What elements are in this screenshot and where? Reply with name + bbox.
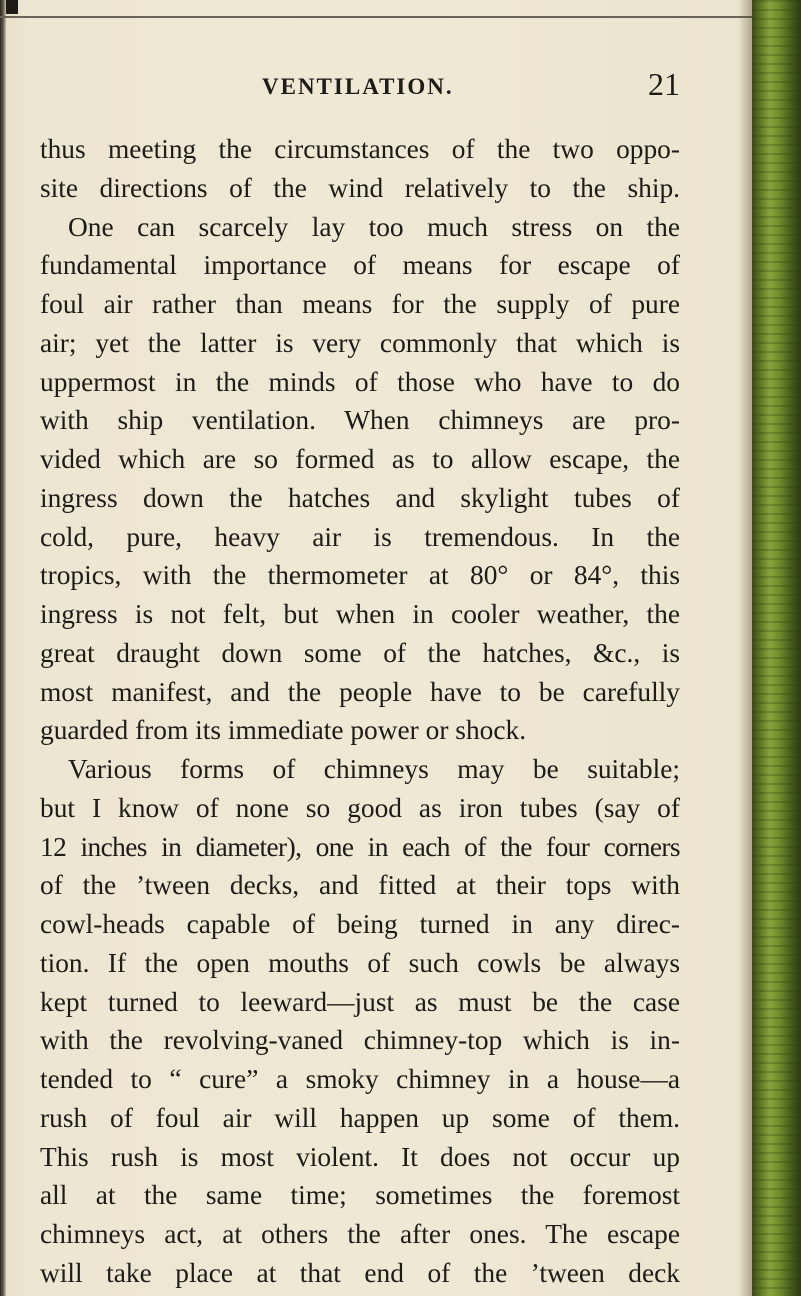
- running-head: VENTILATION.: [262, 74, 454, 99]
- text-line: kept turned to leeward—just as must be the case: [40, 986, 680, 1017]
- text-line: chimneys act, at others the after ones. The escape: [40, 1219, 680, 1249]
- text-line: with the revolving-vaned chimney-top which is in-: [40, 1025, 680, 1056]
- text-line: with ship ventilation. When chimneys are pro-: [40, 405, 680, 436]
- text-line: This rush is most violent. It does not occur up: [40, 1141, 680, 1172]
- text-line: One can scarcely lay too much stress on the: [68, 211, 680, 242]
- text-line: most manifest, and the people have to be carefully: [40, 676, 680, 707]
- body-text: [40, 130, 680, 1293]
- text-line: 12 inches in diameter), one in each of the four corners: [40, 831, 680, 862]
- text-line: tion. If the open mouths of such cowls be always: [40, 947, 680, 978]
- book-spine-binding: [752, 0, 801, 1296]
- text-line: air; yet the latter is very commonly that which is: [40, 327, 680, 358]
- text-line: thus meeting the circumstances of the two oppo-: [40, 134, 680, 164]
- text-line: tropics, with the thermometer at 80° or 84°, this: [40, 560, 680, 591]
- text-line: foul air rather than means for the supply of pure: [40, 289, 680, 319]
- text-line: of the ’tween decks, and fitted at their tops with: [40, 870, 680, 901]
- text-line: guarded from its immediate power or shock.: [40, 715, 527, 746]
- text-line: all at the same time; sometimes the foremost: [40, 1180, 680, 1211]
- text-line: great draught down some of the hatches, &c., is: [40, 637, 680, 668]
- text-line: Various forms of chimneys may be suitable;: [68, 754, 680, 784]
- text-line: fundamental importance of means for escape of: [40, 250, 680, 281]
- text-line: will take place at that end of the ’tween deck: [40, 1257, 680, 1288]
- text-line: cowl-heads capable of being turned in any direc-: [40, 909, 680, 939]
- text-line: cold, pure, heavy air is tremendous. In the: [40, 521, 680, 552]
- text-line: ingress down the hatches and skylight tubes of: [40, 482, 680, 513]
- text-line: but I know of none so good as iron tubes (say of: [40, 792, 680, 823]
- text-line: vided which are so formed as to allow escape, the: [40, 444, 680, 474]
- text-line: ingress is not felt, but when in cooler weather, the: [40, 599, 680, 629]
- page-header: [40, 66, 680, 110]
- text-line: uppermost in the minds of those who have to do: [40, 366, 680, 397]
- text-line: tended to “ cure” a smoky chimney in a house—a: [40, 1064, 680, 1094]
- top-border-rule: [0, 16, 760, 18]
- page-left-edge: [0, 0, 6, 1296]
- text-line: rush of foul air will happen up some of them.: [40, 1102, 680, 1133]
- page-number: 21: [648, 66, 680, 102]
- text-line: site directions of the wind relatively to the ship.: [40, 172, 680, 203]
